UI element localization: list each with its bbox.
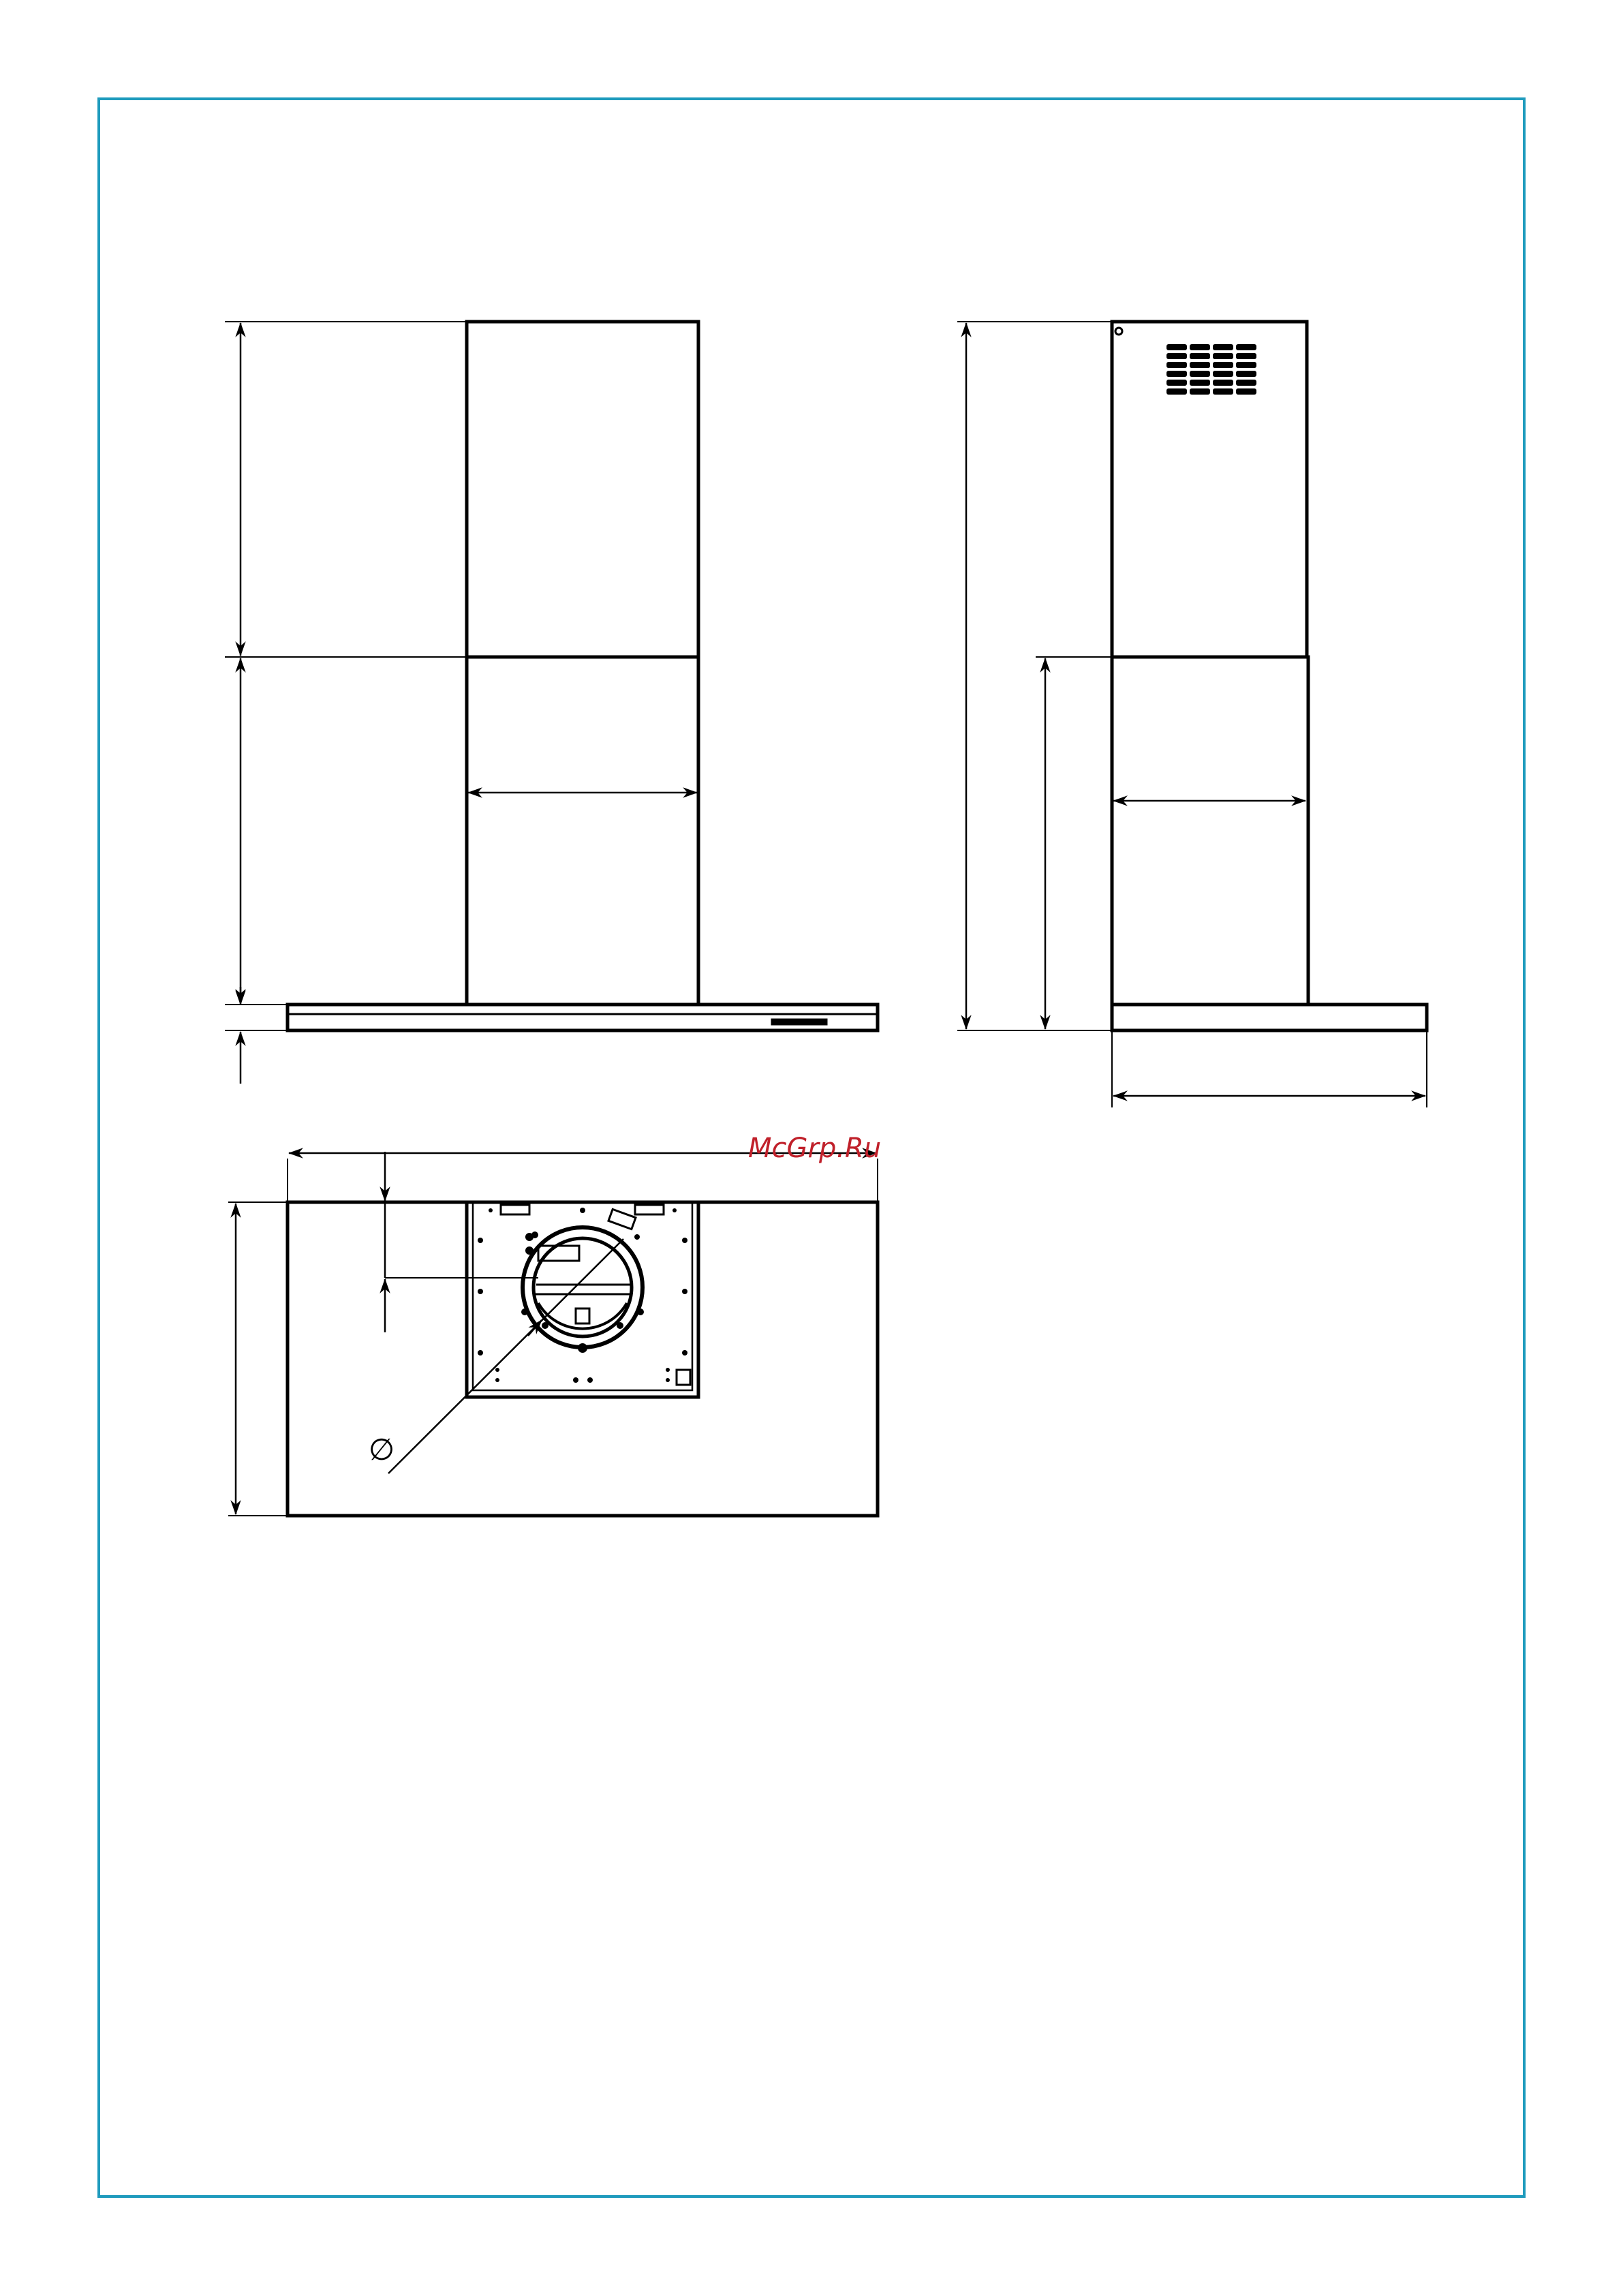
front-view bbox=[225, 322, 878, 1084]
mounting-hole bbox=[682, 1350, 687, 1356]
mounting-hole bbox=[478, 1289, 483, 1294]
mounting-hole bbox=[682, 1238, 687, 1243]
vent-slot bbox=[1166, 353, 1187, 359]
mounting-hole bbox=[666, 1378, 670, 1382]
side-canopy bbox=[1112, 1005, 1427, 1030]
vent-slot bbox=[1213, 371, 1233, 377]
mounting-hole bbox=[495, 1378, 499, 1382]
mounting-hole bbox=[531, 1231, 538, 1238]
top-canopy-outline bbox=[288, 1202, 878, 1516]
vent-slot bbox=[1166, 388, 1187, 395]
vent-slot bbox=[1166, 362, 1187, 368]
vent-slot bbox=[1213, 344, 1233, 350]
control-panel bbox=[771, 1019, 827, 1025]
watermark: McGrp.Ru bbox=[748, 1133, 882, 1164]
vent-slot bbox=[1190, 380, 1210, 386]
vent-slot bbox=[1213, 388, 1233, 395]
dim-outlet-diameter-leader bbox=[388, 1239, 623, 1473]
vent-slot bbox=[1213, 353, 1233, 359]
vent-slot bbox=[1190, 371, 1210, 377]
vent-grille bbox=[1166, 344, 1256, 395]
mounting-hole bbox=[525, 1234, 531, 1240]
mounting-hole bbox=[634, 1234, 640, 1240]
mounting-hole bbox=[682, 1289, 687, 1294]
mounting-hole bbox=[587, 1377, 593, 1383]
vent-slot bbox=[1190, 353, 1210, 359]
front-canopy bbox=[288, 1005, 878, 1030]
front-chimney-lower bbox=[467, 657, 698, 1005]
vent-slot bbox=[1213, 362, 1233, 368]
mounting-hole bbox=[521, 1308, 528, 1315]
vent-slot bbox=[1213, 380, 1233, 386]
mounting-hole bbox=[580, 1208, 585, 1213]
vent-slot bbox=[1190, 344, 1210, 350]
mounting-hole bbox=[478, 1238, 483, 1243]
vent-slot bbox=[1190, 388, 1210, 395]
vent-slot bbox=[1236, 371, 1256, 377]
mounting-hole bbox=[637, 1308, 644, 1315]
front-chimney-upper bbox=[467, 322, 698, 657]
side-chimney-lower bbox=[1112, 657, 1308, 1005]
top-chimney-outline bbox=[467, 1202, 698, 1397]
diameter-symbol: ∅ bbox=[368, 1433, 395, 1467]
vent-slot bbox=[1166, 371, 1187, 377]
vent-slot bbox=[1190, 362, 1210, 368]
mounting-hole bbox=[495, 1368, 499, 1372]
mounting-hole bbox=[578, 1343, 587, 1353]
vent-slot bbox=[1236, 388, 1256, 395]
vent-slot bbox=[1236, 353, 1256, 359]
mounting-hole bbox=[666, 1368, 670, 1372]
motor-ring bbox=[523, 1209, 643, 1347]
vent-slot bbox=[1236, 362, 1256, 368]
side-view bbox=[957, 322, 1427, 1107]
vent-slot bbox=[1236, 344, 1256, 350]
mounting-hole bbox=[617, 1322, 623, 1329]
top-view bbox=[228, 1152, 878, 1516]
vent-slot bbox=[1236, 380, 1256, 386]
mounting-hole bbox=[525, 1246, 534, 1255]
mounting-hole bbox=[573, 1377, 578, 1383]
mounting-hole bbox=[489, 1208, 493, 1212]
mounting-hole bbox=[673, 1208, 677, 1212]
mounting-hole bbox=[542, 1322, 548, 1329]
vent-slot bbox=[1166, 344, 1187, 350]
vent-slot bbox=[1166, 380, 1187, 386]
mounting-hole bbox=[478, 1350, 483, 1356]
